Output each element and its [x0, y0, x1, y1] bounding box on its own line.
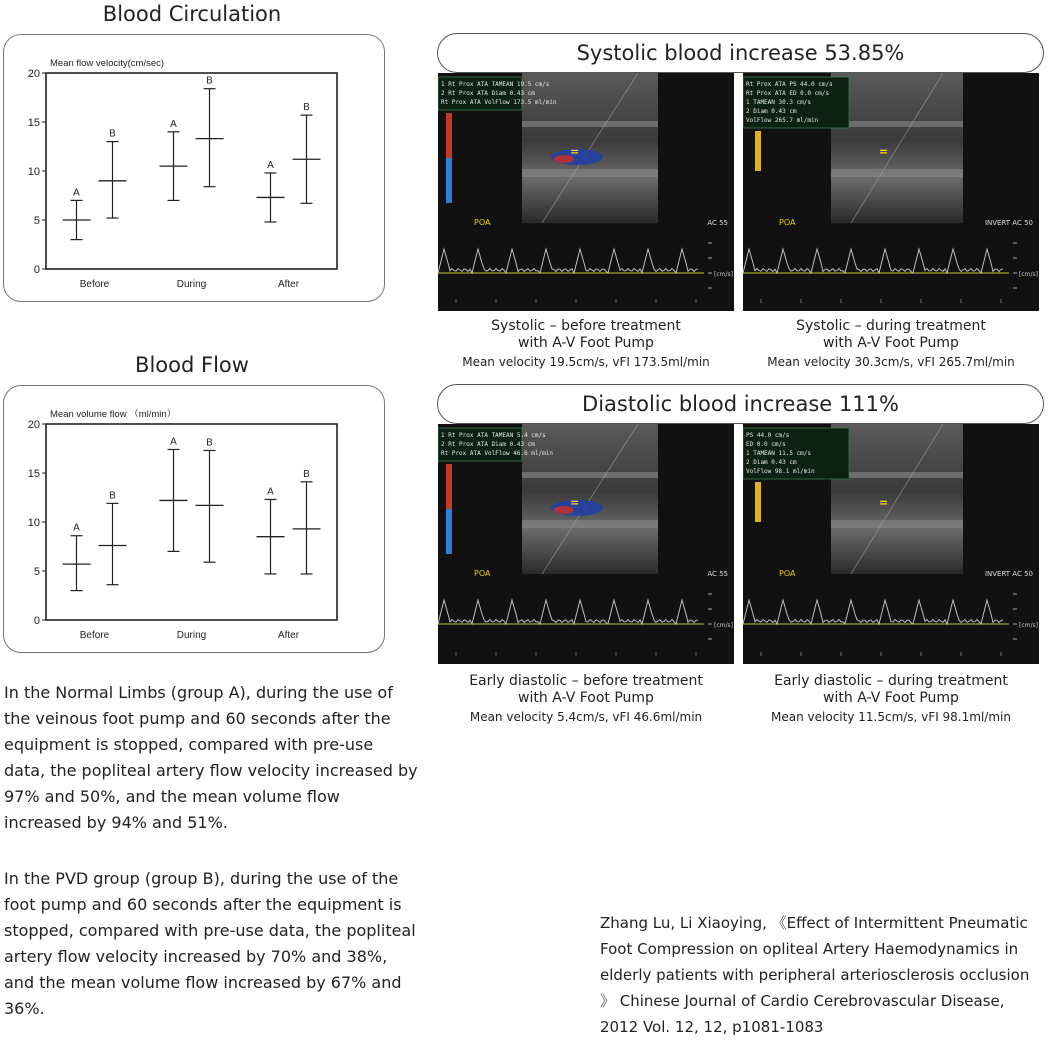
vessel-wall — [522, 472, 658, 478]
mode-label: AC 55 — [707, 219, 728, 227]
doppler-waveform — [743, 600, 1003, 624]
y-tick-label: 20 — [27, 419, 40, 431]
measurement-line: 1 Rt Prox ATA TAMEAN 5.4 cm/s — [441, 432, 546, 439]
x-category-label: During — [176, 279, 207, 290]
velocity-unit: [cm/s] — [1019, 271, 1038, 278]
y-tick-label: 0 — [33, 615, 40, 627]
diastolic-during-ultrasound — [743, 424, 1039, 664]
measurement-line: 2 Diam 0.43 cm — [746, 459, 797, 466]
velocity-chart-box — [3, 34, 385, 302]
systolic-before-ultrasound — [438, 73, 734, 311]
measurement-line: PS 44.0 cm/s — [746, 432, 790, 439]
measurement-line: Rt Prox ATA VolFlow 173.5 ml/min — [441, 99, 557, 106]
measurement-line: 2 Diam 0.43 cm — [746, 108, 797, 115]
volume-chart — [4, 386, 384, 652]
normal-limbs-paragraph: In the Normal Limbs (group A), during the use of the veinous foot pump and 60 seconds after the equipment is stopped, compared with pre-use data, the popliteal artery flow velocity increased by 97% and 50%, and the mean volume flow increased by 94% and 51%. — [4, 683, 418, 832]
diastolic-before-caption — [438, 673, 734, 724]
group-label-A: A — [170, 436, 177, 448]
plot-frame — [46, 424, 337, 620]
doppler-waveform — [438, 600, 698, 624]
chart-title: Mean volume flow （ml/min） — [50, 409, 177, 420]
caption-line: with A-V Foot Pump — [823, 335, 959, 351]
group-label-A: A — [73, 187, 80, 199]
volume-chart-box — [3, 385, 385, 653]
mode-label: AC 55 — [707, 570, 728, 578]
vessel-label: POA — [779, 569, 796, 578]
measurement-line: 1 Rt Prox ATA TAMEAN 19.5 cm/s — [441, 81, 550, 88]
systolic-during-ultrasound — [743, 73, 1039, 311]
sample-gate-icon: = — [879, 496, 889, 509]
caption-line: Early diastolic – before treatment — [469, 673, 703, 689]
systolic-title: Systolic blood increase 53.85% — [437, 33, 1044, 73]
vessel-wall — [831, 121, 963, 127]
vessel-label: POA — [474, 569, 491, 578]
measurement-line: VolFlow 98.1 ml/min — [746, 468, 815, 475]
reference-citation: Zhang Lu, Li Xiaoying, 《Effect of Intermittent Pneumatic Foot Compression on opliteal Artery Haemodynamics in elderly patients with peripheral arteriosclerosis occlusion 》 Chinese Journal of Cardio Cerebrovascular Disease, 2012 Vol. 12, 12, p1081-1083 — [600, 914, 1030, 1036]
measurement-line: 1 TAMEAN 30.3 cm/s — [746, 99, 812, 106]
caption-line: with A-V Foot Pump — [518, 690, 654, 706]
plot-frame — [46, 73, 337, 269]
group-label-B: B — [206, 437, 213, 449]
x-category-label: During — [176, 630, 207, 641]
group-label-A: A — [267, 159, 274, 171]
caption-line: with A-V Foot Pump — [823, 690, 959, 706]
measurement-line: ED 0.0 cm/s — [746, 441, 786, 448]
measurement-line: 2 Rt Prox ATA Diam 0.43 cm — [441, 90, 535, 97]
measurement-line: Rt Prox ATA ED 0.0 cm/s — [746, 90, 830, 97]
velocity-chart — [4, 35, 384, 301]
group-label-B: B — [109, 128, 116, 140]
group-label-A: A — [267, 486, 274, 498]
mode-label: INVERT AC 50 — [984, 219, 1033, 227]
pvd-group-paragraph: In the PVD group (group B), during the use of the foot pump and 60 seconds after the equipment is stopped, compared with pre-use data, the popliteal artery flow velocity increased by 70% and 38%, and the mean volume flow increased by 67% and 36%. — [4, 869, 416, 1018]
measurement-line: VolFlow 265.7 ml/min — [746, 117, 819, 124]
sample-gate-icon: = — [570, 496, 580, 509]
caption-values: Mean velocity 19.5cm/s, vFI 173.5ml/min — [462, 355, 710, 369]
vessel-wall — [831, 169, 963, 177]
caption-line: Systolic – during treatment — [796, 318, 986, 334]
vessel-wall — [831, 520, 963, 528]
diastolic-during-caption — [743, 673, 1039, 724]
velocity-unit: [cm/s] — [714, 622, 733, 629]
y-tick-label: 0 — [33, 264, 40, 276]
volume-heading: Blood Flow — [135, 353, 249, 377]
sample-gate-icon: = — [879, 145, 889, 158]
systolic-before-caption — [438, 318, 734, 369]
color-scale — [755, 131, 761, 171]
caption-line: Systolic – before treatment — [491, 318, 681, 334]
diastolic-before-ultrasound — [438, 424, 734, 664]
measurement-line: Rt Prox ATA PS 44.0 cm/s — [746, 81, 833, 88]
velocity-unit: [cm/s] — [714, 271, 733, 278]
group-label-B: B — [303, 468, 310, 480]
group-label-B: B — [303, 102, 310, 114]
y-tick-label: 5 — [33, 566, 40, 578]
group-label-A: A — [170, 118, 177, 130]
group-label-B: B — [206, 75, 213, 87]
x-category-label: Before — [79, 279, 110, 290]
y-tick-label: 10 — [27, 517, 40, 529]
systolic-during-caption — [743, 318, 1039, 369]
vessel-wall — [831, 472, 963, 478]
color-scale — [446, 464, 452, 509]
y-tick-label: 20 — [27, 68, 40, 80]
measurement-line: 1 TAMEAN 11.5 cm/s — [746, 450, 812, 457]
vessel-wall — [522, 520, 658, 528]
mode-label: INVERT AC 50 — [984, 570, 1033, 578]
caption-values: Mean velocity 5.4cm/s, vFI 46.6ml/min — [469, 710, 703, 724]
y-tick-label: 10 — [27, 166, 40, 178]
y-tick-label: 15 — [27, 117, 40, 129]
doppler-waveform — [743, 249, 1003, 273]
y-tick-label: 5 — [33, 215, 40, 227]
x-category-label: Before — [79, 630, 110, 641]
doppler-waveform — [438, 249, 698, 273]
vessel-wall — [522, 169, 658, 177]
group-label-B: B — [109, 490, 116, 502]
measurement-line: 2 Rt Prox ATA Diam 0.43 cm — [441, 441, 535, 448]
x-category-label: After — [277, 279, 300, 290]
measurement-line: Rt Prox ATA VolFlow 46.6 ml/min — [441, 450, 553, 457]
x-category-label: After — [277, 630, 300, 641]
vessel-label: POA — [474, 218, 491, 227]
color-scale — [446, 113, 452, 158]
diastolic-title: Diastolic blood increase 111% — [437, 384, 1044, 424]
color-scale — [446, 509, 452, 554]
velocity-unit: [cm/s] — [1019, 622, 1038, 629]
caption-line: Early diastolic – during treatment — [774, 673, 1008, 689]
sample-gate-icon: = — [570, 145, 580, 158]
color-scale — [755, 482, 761, 522]
chart-title: Mean flow velocity(cm/sec) — [50, 58, 165, 69]
group-label-A: A — [73, 522, 80, 534]
caption-values: Mean velocity 30.3cm/s, vFI 265.7ml/min — [767, 355, 1015, 369]
caption-line: with A-V Foot Pump — [518, 335, 654, 351]
velocity-heading: Blood Circulation — [102, 2, 282, 26]
caption-values: Mean velocity 11.5cm/s, vFI 98.1ml/min — [771, 710, 1011, 724]
vessel-wall — [522, 121, 658, 127]
vessel-label: POA — [779, 218, 796, 227]
color-scale — [446, 158, 452, 203]
y-tick-label: 15 — [27, 468, 40, 480]
